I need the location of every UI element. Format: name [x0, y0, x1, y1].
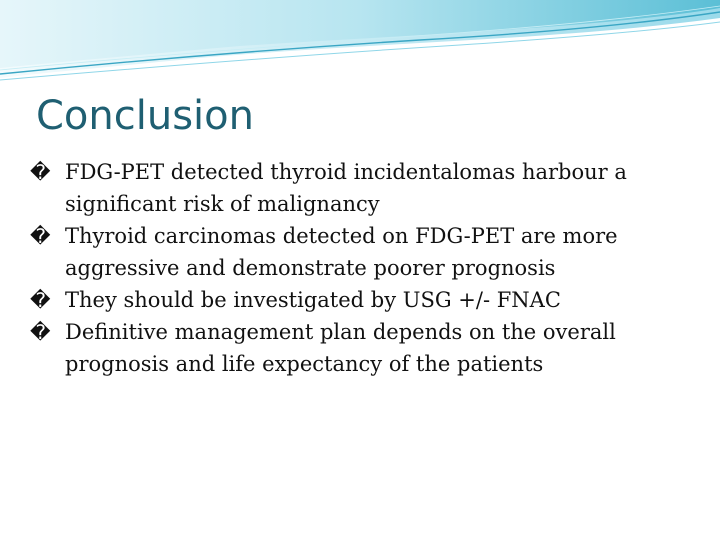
bullet-marker-icon: �: [30, 224, 51, 248]
bullet-text: They should be investigated by USG +/- FNAC: [65, 288, 561, 312]
bullet-marker-icon: �: [30, 160, 51, 184]
bullet-text: FDG-PET detected thyroid incidentalomas harbour a significant risk of malignancy: [65, 160, 627, 216]
bullet-item: [30, 316, 690, 380]
bullet-item: [30, 220, 690, 284]
wave-header-decoration: [0, 0, 720, 90]
wave-band-front: [0, 0, 720, 68]
bullet-list: [30, 156, 690, 380]
slide-title: Conclusion: [36, 93, 254, 139]
bullet-text: Thyroid carcinomas detected on FDG-PET are more aggressive and demonstrate poorer prognosis: [65, 224, 618, 280]
bullet-marker-icon: �: [30, 288, 51, 312]
bullet-item: [30, 284, 690, 316]
bullet-marker-icon: �: [30, 320, 51, 344]
bullet-text: Definitive management plan depends on the overall prognosis and life expectancy of the patients: [65, 320, 616, 376]
bullet-item: [30, 156, 690, 220]
